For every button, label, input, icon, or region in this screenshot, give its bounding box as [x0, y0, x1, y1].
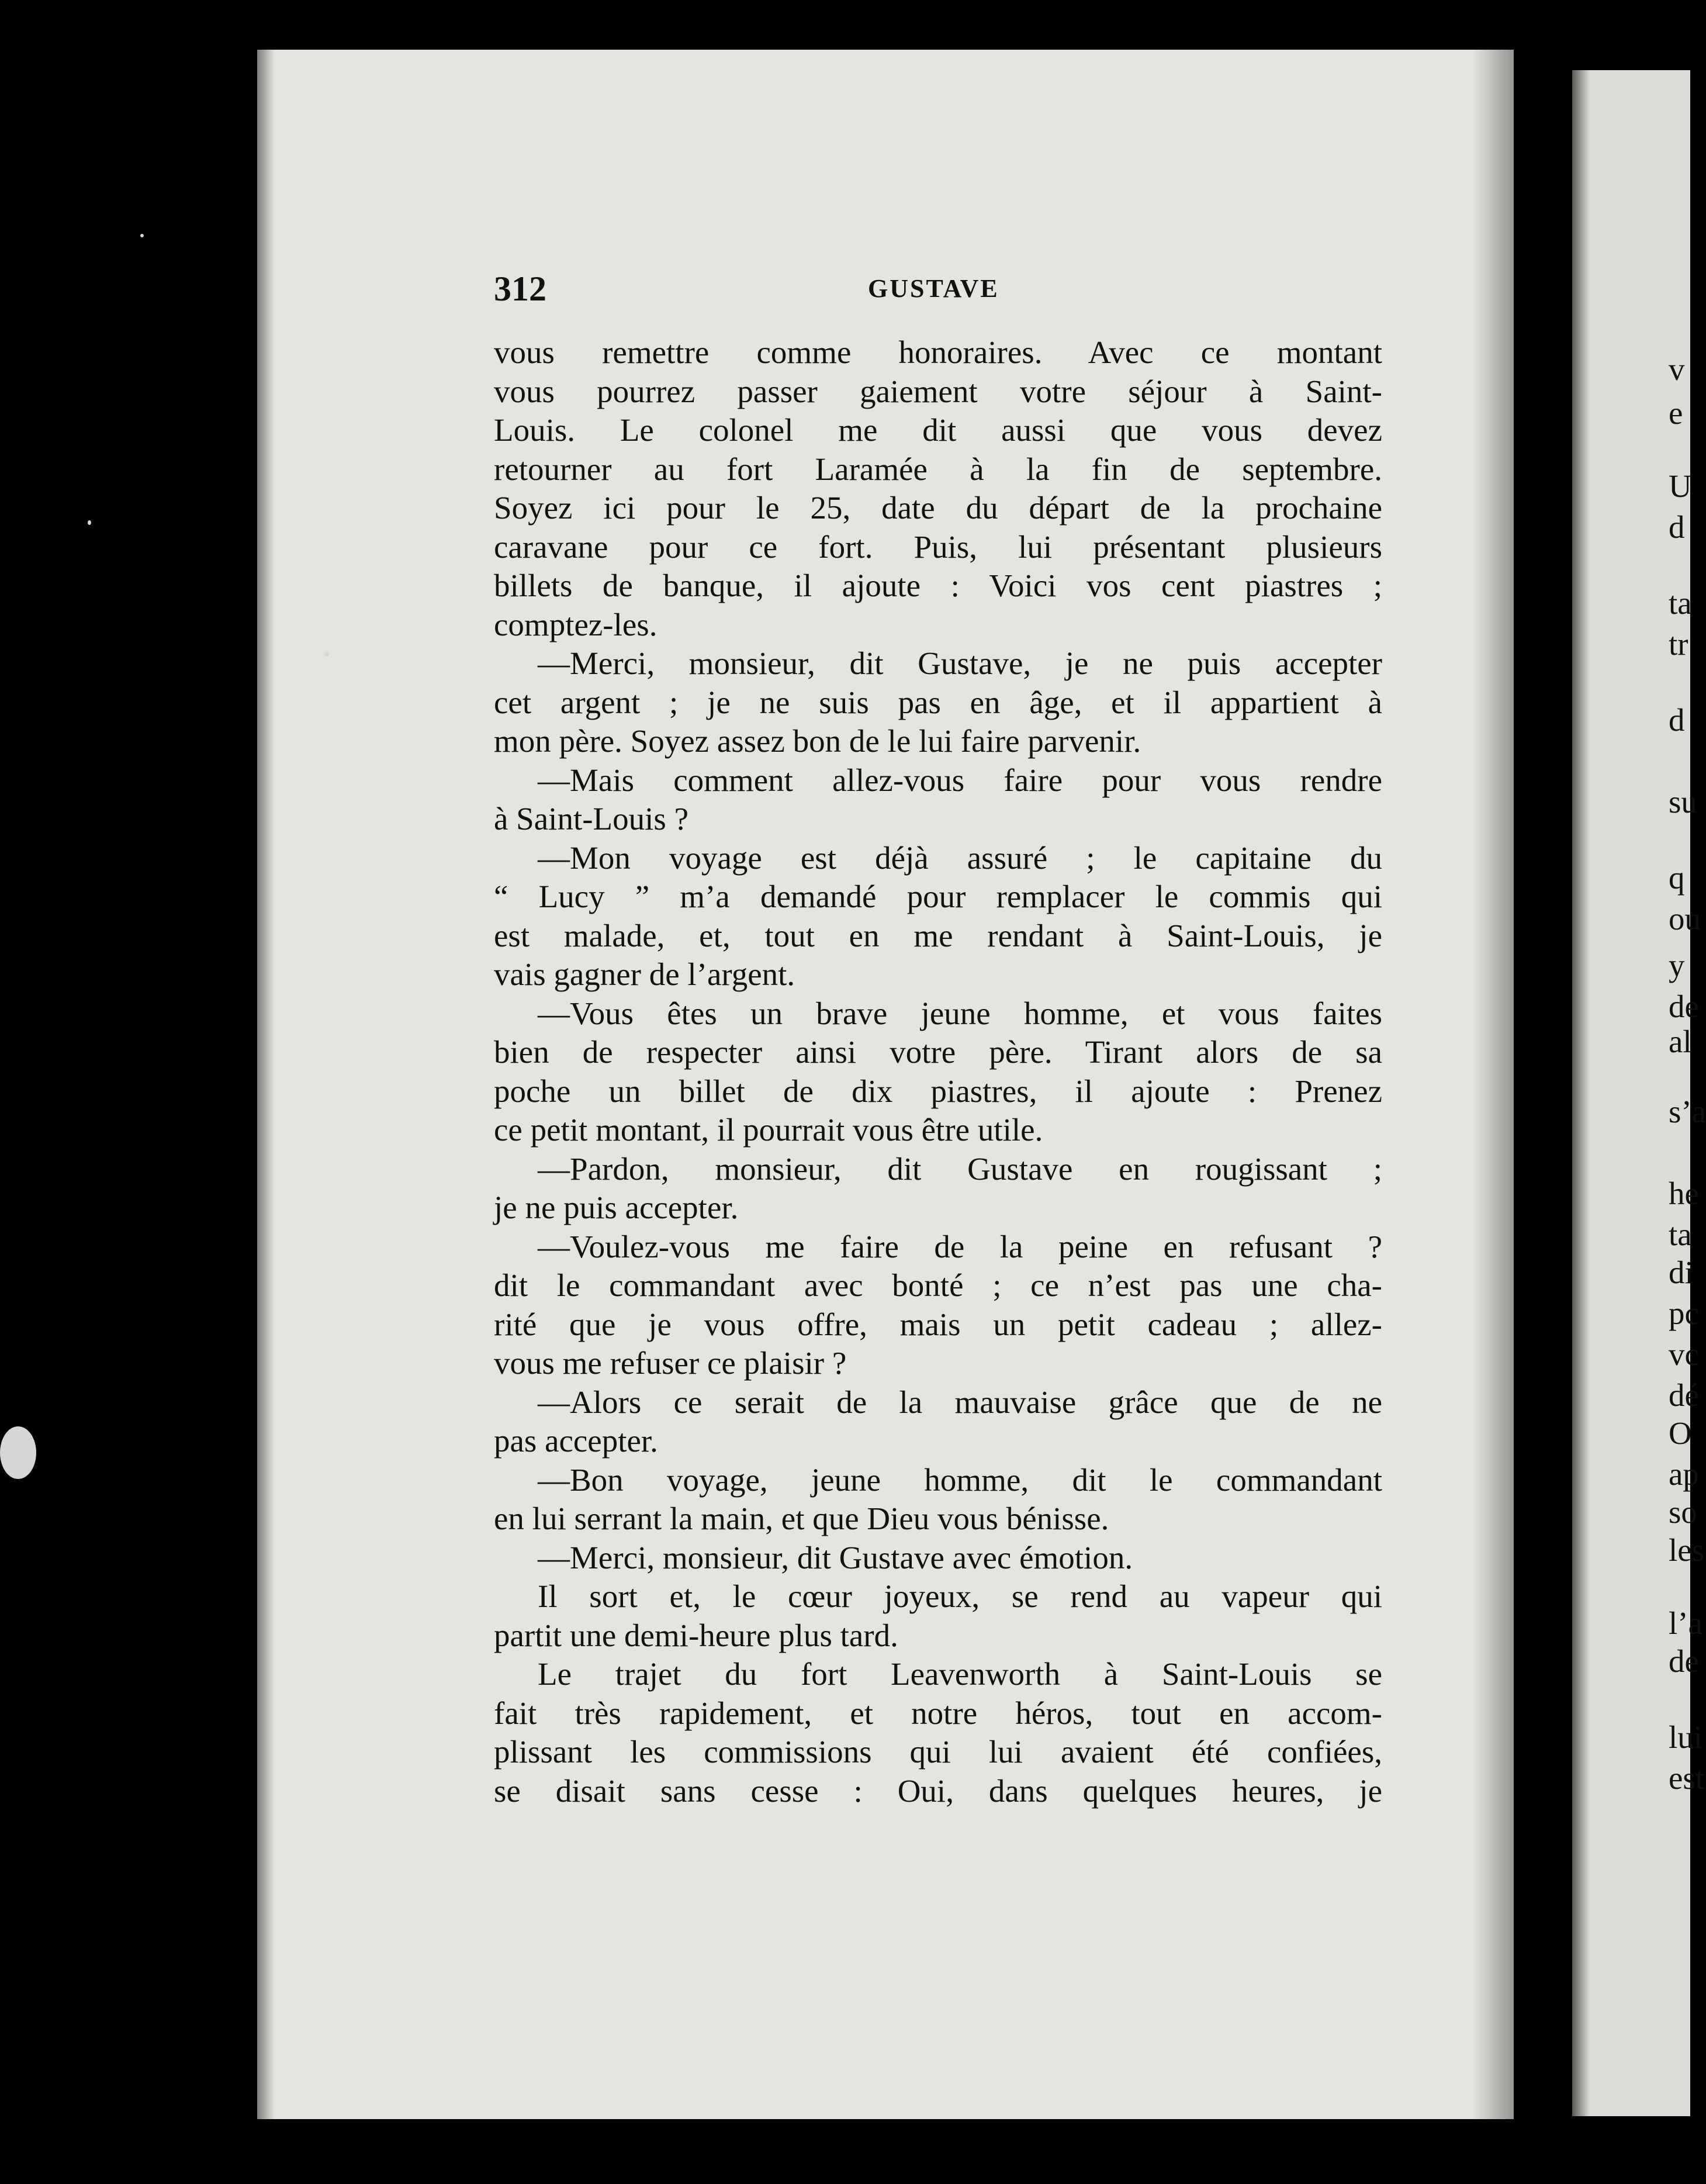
- facing-page-fragment: est: [1669, 1760, 1705, 1796]
- facing-page-fragment: al: [1669, 1024, 1692, 1059]
- page-number: 312: [494, 269, 546, 308]
- facing-page-shadow: [1572, 70, 1590, 2116]
- dust-speck: [88, 520, 91, 525]
- text-line: en lui serrant la main, et que Dieu vous bénisse.: [494, 1501, 1109, 1536]
- text-line: Il sort et, le cœur joyeux, se rend au vapeur qui: [538, 1578, 1382, 1614]
- facing-page-fragment: dé: [1669, 1377, 1699, 1413]
- text-line: comptez-les.: [494, 606, 658, 642]
- facing-page-fragment: di: [1669, 1255, 1694, 1290]
- facing-page-fragment: tr: [1669, 626, 1688, 662]
- page-header: [494, 269, 1382, 308]
- text-line: vous remettre comme honoraires. Avec ce montant: [494, 334, 1382, 370]
- text-line: vous pourrez passer gaiement votre séjour à Saint-: [494, 373, 1382, 409]
- text-line: vais gagner de l’argent.: [494, 956, 795, 992]
- text-line: —Mais comment allez-vous faire pour vous rendre: [538, 762, 1382, 798]
- facing-page-fragment: vc: [1669, 1336, 1699, 1372]
- facing-page-fragment: d: [1669, 509, 1685, 545]
- dust-speck: [0, 1426, 36, 1479]
- running-title: GUSTAVE: [868, 274, 999, 303]
- text-line: à Saint-Louis ?: [494, 801, 688, 837]
- page-edge-shadow: [1473, 50, 1514, 2119]
- facing-page-fragment: d: [1669, 702, 1685, 738]
- facing-page-fragment: ou: [1669, 901, 1701, 937]
- text-line: pas accepter.: [494, 1423, 658, 1459]
- facing-page-fragment: q: [1669, 860, 1685, 896]
- text-line: —Merci, monsieur, dit Gustave avec émotion.: [538, 1539, 1133, 1575]
- text-line: partit une demi-heure plus tard.: [494, 1617, 898, 1653]
- facing-page-fragment: ta: [1669, 585, 1692, 621]
- text-line: —Mon voyage est déjà assuré ; le capitaine du: [538, 839, 1382, 876]
- text-line: —Merci, monsieur, dit Gustave, je ne puis accepter: [538, 645, 1382, 681]
- text-line: ce petit montant, il pourrait vous être utile.: [494, 1112, 1043, 1148]
- body-text: [494, 333, 1382, 1810]
- facing-page-fragment: de: [1669, 989, 1699, 1024]
- text-line: se disait sans cesse : Oui, dans quelques heures, je: [494, 1772, 1382, 1809]
- text-line: poche un billet de dix piastres, il ajoute : Prenez: [494, 1073, 1382, 1109]
- facing-page-fragment: s’a: [1669, 1094, 1706, 1129]
- facing-page-fragment: lui: [1669, 1719, 1703, 1755]
- text-line: cet argent ; je ne suis pas en âge, et il appartient à: [494, 684, 1382, 720]
- text-line: Soyez ici pour le 25, date du départ de la prochaine: [494, 490, 1382, 526]
- text-line: —Alors ce serait de la mauvaise grâce que de ne: [538, 1384, 1382, 1420]
- text-line: bien de respecter ainsi votre père. Tirant alors de sa: [494, 1034, 1382, 1070]
- facing-page-fragment: su: [1669, 784, 1697, 820]
- text-line: est malade, et, tout en me rendant à Saint-Louis, je: [494, 917, 1382, 953]
- text-line: rité que je vous offre, mais un petit cadeau ; allez-: [494, 1306, 1382, 1342]
- text-line: mon père. Soyez assez bon de le lui faire parvenir.: [494, 723, 1141, 759]
- facing-page-fragment: pc: [1669, 1295, 1699, 1331]
- text-line: retourner au fort Laramée à la fin de septembre.: [494, 451, 1382, 487]
- facing-page-fragment: he: [1669, 1176, 1699, 1211]
- dust-speck: [140, 234, 144, 237]
- facing-page-fragment: v: [1669, 351, 1685, 387]
- text-line: fait très rapidement, et notre héros, tout en accom-: [494, 1695, 1382, 1731]
- text-line: Le trajet du fort Leavenworth à Saint-Louis se: [538, 1656, 1382, 1692]
- text-line: caravane pour ce fort. Puis, lui présentant plusieurs: [494, 528, 1382, 565]
- text-line: dit le commandant avec bonté ; ce n’est pas une cha-: [494, 1267, 1382, 1303]
- facing-page-fragment: O: [1669, 1415, 1692, 1451]
- facing-page-fragment: y: [1669, 948, 1685, 983]
- facing-page-fragment: ta: [1669, 1217, 1692, 1252]
- facing-page-fragment: ap: [1669, 1456, 1699, 1492]
- facing-page-fragment: les: [1669, 1532, 1705, 1568]
- text-line: —Bon voyage, jeune homme, dit le commandant: [538, 1461, 1382, 1498]
- text-line: —Vous êtes un brave jeune homme, et vous faites: [538, 995, 1382, 1031]
- facing-page-fragment: de: [1669, 1643, 1699, 1679]
- page-gutter-shadow: [257, 50, 275, 2119]
- facing-page-fragment: so: [1669, 1494, 1697, 1530]
- facing-page-fragment: e: [1669, 395, 1683, 431]
- text-line: billets de banque, il ajoute : Voici vos cent piastres ;: [494, 568, 1382, 603]
- text-line: “ Lucy ” m’a demandé pour remplacer le commis qui: [494, 879, 1382, 914]
- text-line: je ne puis accepter.: [494, 1190, 739, 1225]
- dust-speck: [324, 652, 329, 656]
- facing-page-fragment: l’a: [1669, 1605, 1703, 1641]
- text-line: vous me refuser ce plaisir ?: [494, 1345, 847, 1381]
- text-line: Louis. Le colonel me dit aussi que vous devez: [494, 412, 1382, 448]
- facing-page-fragment: U: [1669, 468, 1692, 504]
- text-line: plissant les commissions qui lui avaient été confiées,: [494, 1734, 1382, 1770]
- text-line: —Voulez-vous me faire de la peine en refusant ?: [538, 1228, 1382, 1264]
- text-line: —Pardon, monsieur, dit Gustave en rougissant ;: [538, 1150, 1382, 1187]
